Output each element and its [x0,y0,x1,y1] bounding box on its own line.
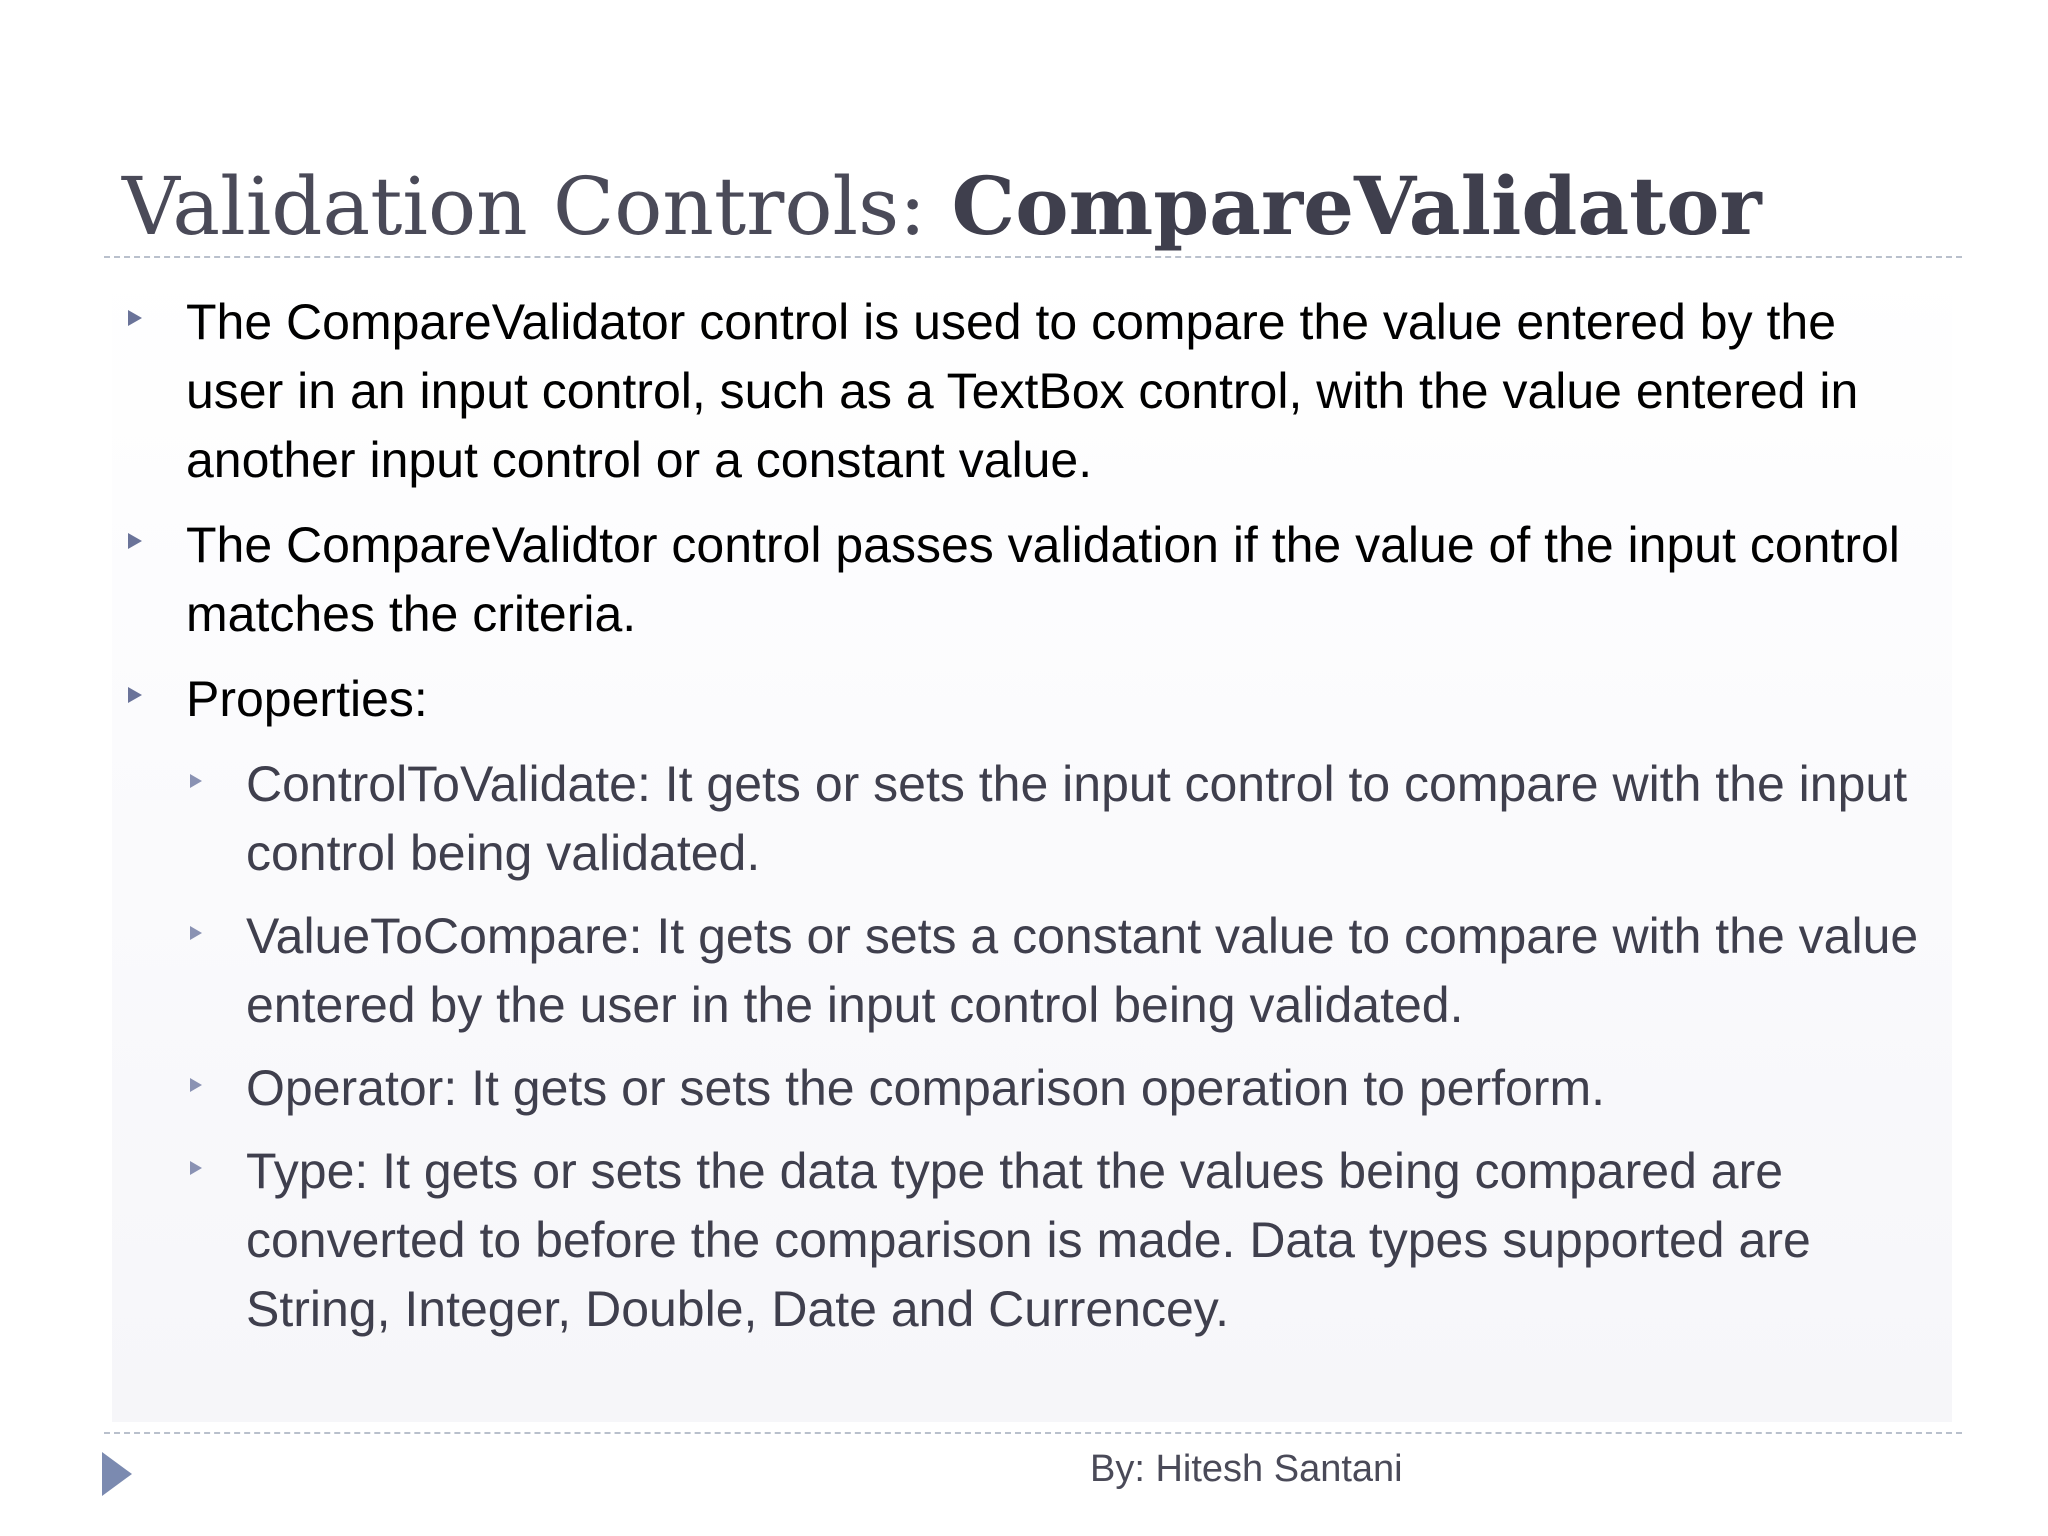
title-prefix: Validation Controls: [122,160,952,253]
bullet-item [122,511,1922,649]
bullet-item [122,665,1922,734]
title-emphasis: CompareValidator [951,159,1762,253]
property-text: Type: It gets or sets the data type that the values being compared are converted to before the comparison is made. Data types supported are String, Integer, Double, Date and Currencey. [246,1143,1811,1337]
bullet-item [122,288,1922,495]
bullet-text: The CompareValidator control is used to compare the value entered by the user in an input control, such as a TextBox control, with the value entered in another input control or a constant value. [186,294,1859,488]
triangle-right-icon [128,533,142,549]
footer-divider [104,1432,1962,1434]
slide-title [122,158,1762,255]
property-text: ControlToValidate: It gets or sets the input control to compare with the input control being validated. [246,756,1908,881]
property-item [122,750,1922,888]
bullet-text: Properties: [186,671,428,727]
footer-author: By: Hitesh Santani [1090,1448,1403,1490]
title-divider [104,256,1962,258]
triangle-right-icon [128,310,142,326]
property-text: ValueToCompare: It gets or sets a constant value to compare with the value entered by the user in the input control being validated. [246,908,1919,1033]
bullet-text: The CompareValidtor control passes validation if the value of the input control matches the criteria. [186,517,1900,642]
property-item [122,902,1922,1040]
triangle-right-icon [190,1078,202,1092]
bullet-list [122,288,1922,1358]
triangle-right-icon [190,926,202,940]
triangle-right-icon [190,774,202,788]
property-item [122,1054,1922,1123]
property-item [122,1137,1922,1344]
triangle-right-icon [128,687,142,703]
triangle-right-icon [190,1161,202,1175]
property-text: Operator: It gets or sets the comparison operation to perform. [246,1060,1605,1116]
play-arrow-icon [102,1452,132,1496]
